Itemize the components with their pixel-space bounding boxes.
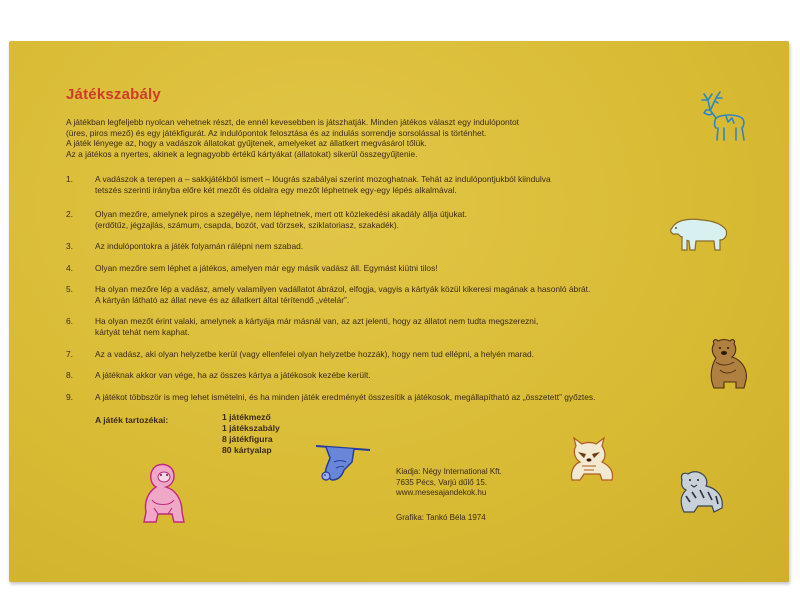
contents-item: 1 játékmező xyxy=(222,412,271,422)
rule-text-line: kártyát tehát nem kaphat. xyxy=(95,326,190,337)
contents-label: A játék tartozékai: xyxy=(95,415,169,425)
rule-number: 2. xyxy=(66,209,73,219)
rule-number: 6. xyxy=(66,316,73,326)
rule-text-line: A játéknak akkor van vége, ha az összes kártya a játékosok kezébe került. xyxy=(95,370,371,380)
intro-line: A játékban legfeljebb nyolcan vehetnek részt, de ennél kevesebben is játszhatják. Minden játékos választ egy indulópontot xyxy=(66,117,520,127)
brown-bear-icon xyxy=(700,336,752,390)
rule-text-line: (erdőtűz, jégzajlás, számum, csapda, bozót, vad törzsek, sziklatoriasz, szakadék). xyxy=(95,219,399,230)
contents-list xyxy=(222,412,280,456)
rule-number: 1. xyxy=(66,174,73,184)
tiger-icon xyxy=(672,466,728,514)
intro-line: (üres, piros mező) és egy játékfigurát. Az indulópontok felosztása és az indulás sorrendje sorsolással is történhet. xyxy=(66,127,487,138)
contents-item: 1 játékszabály xyxy=(222,423,280,433)
sloth-icon xyxy=(312,440,372,486)
publisher-line: Kiadja: Négy International Kft. xyxy=(396,467,502,476)
rule-number: 3. xyxy=(66,241,73,251)
contents-item: 8 játékfigura xyxy=(222,434,273,444)
rule-text-line: Ha olyan mezőt érint valaki, amelynek a kártyája már másnál van, az azt jelenti, hogy az állatot nem tudta megszerezni, xyxy=(95,316,539,326)
rule-text-line: Az a vadász, aki olyan helyzetbe kerül (vagy ellenfelei olyan helyzetbe hozzák), hogy nem tud ellépni, a helyén marad. xyxy=(95,349,535,359)
rule-text-line: Az indulópontokra a játék folyamán rálépni nem szabad. xyxy=(95,241,304,251)
rule-number: 5. xyxy=(66,284,73,294)
rule-text-line: A kártyán látható az állat neve és az állatkert által térítendő „vételár”. xyxy=(95,294,350,305)
rule-number: 4. xyxy=(66,263,73,273)
intro-line: Az a játékos a nyertes, akinek a legnagyobb értékű kártyákat (állatokat) sikerül összegyűjtenie. xyxy=(66,148,418,159)
reindeer-icon xyxy=(698,88,758,144)
intro-paragraph xyxy=(66,117,666,159)
rule-number: 8. xyxy=(66,370,73,380)
monkey-icon xyxy=(134,460,192,526)
rule-text-line: Ha olyan mezőre lép a vadász, amely valamilyen vadállatot ábrázol, elfogja, vagyis a kártyák közül kikeresi magának a hasonló ábrát. xyxy=(95,284,591,294)
rule-text-line: tetszés szerinti irányba előre két mezőt és oldalra egy mezőt léphetnek egy-egy lépés alkalmával. xyxy=(95,184,457,195)
raccoon-icon xyxy=(566,436,618,482)
rule-text-line: Olyan mezőre sem léphet a játékos, amelyen már egy másik vadász áll. Egymást kiütni tilos! xyxy=(95,263,438,273)
publisher-website: www.mesesajandekok.hu xyxy=(396,488,487,498)
rule-number: 9. xyxy=(66,392,73,402)
page-title: Játékszabály xyxy=(66,86,161,103)
rule-text-line: Olyan mezőre, amelynek piros a szegélye, nem léphetnek, mert ott közlekedési akadály állja útjukat. xyxy=(95,209,467,219)
intro-line: A játék lényege az, hogy a vadászok állatokat gyűjtenek, amelyeket az állatkert megvásárol tőlük. xyxy=(66,138,427,149)
publisher-line: 7635 Pécs, Varjú dűlő 15. xyxy=(396,477,488,487)
rule-number: 7. xyxy=(66,349,73,359)
publisher-info xyxy=(396,467,502,499)
rule-text-line: A vadászok a terepen a – sakkjátékból ismert – lóugrás szabályai szerint mozoghatnak. Tehát az indulópontjukból kiindulva xyxy=(95,174,551,184)
contents-item: 80 kártyalap xyxy=(222,445,272,455)
graphics-credit: Grafika: Tankó Béla 1974 xyxy=(396,513,486,522)
polar-bear-icon xyxy=(668,210,730,252)
rule-text-line: A játékot többször is meg lehet ismételni, és ha minden játék eredményét összesítik a játékosok, megállapítható az „összetett” győztes. xyxy=(95,392,596,402)
